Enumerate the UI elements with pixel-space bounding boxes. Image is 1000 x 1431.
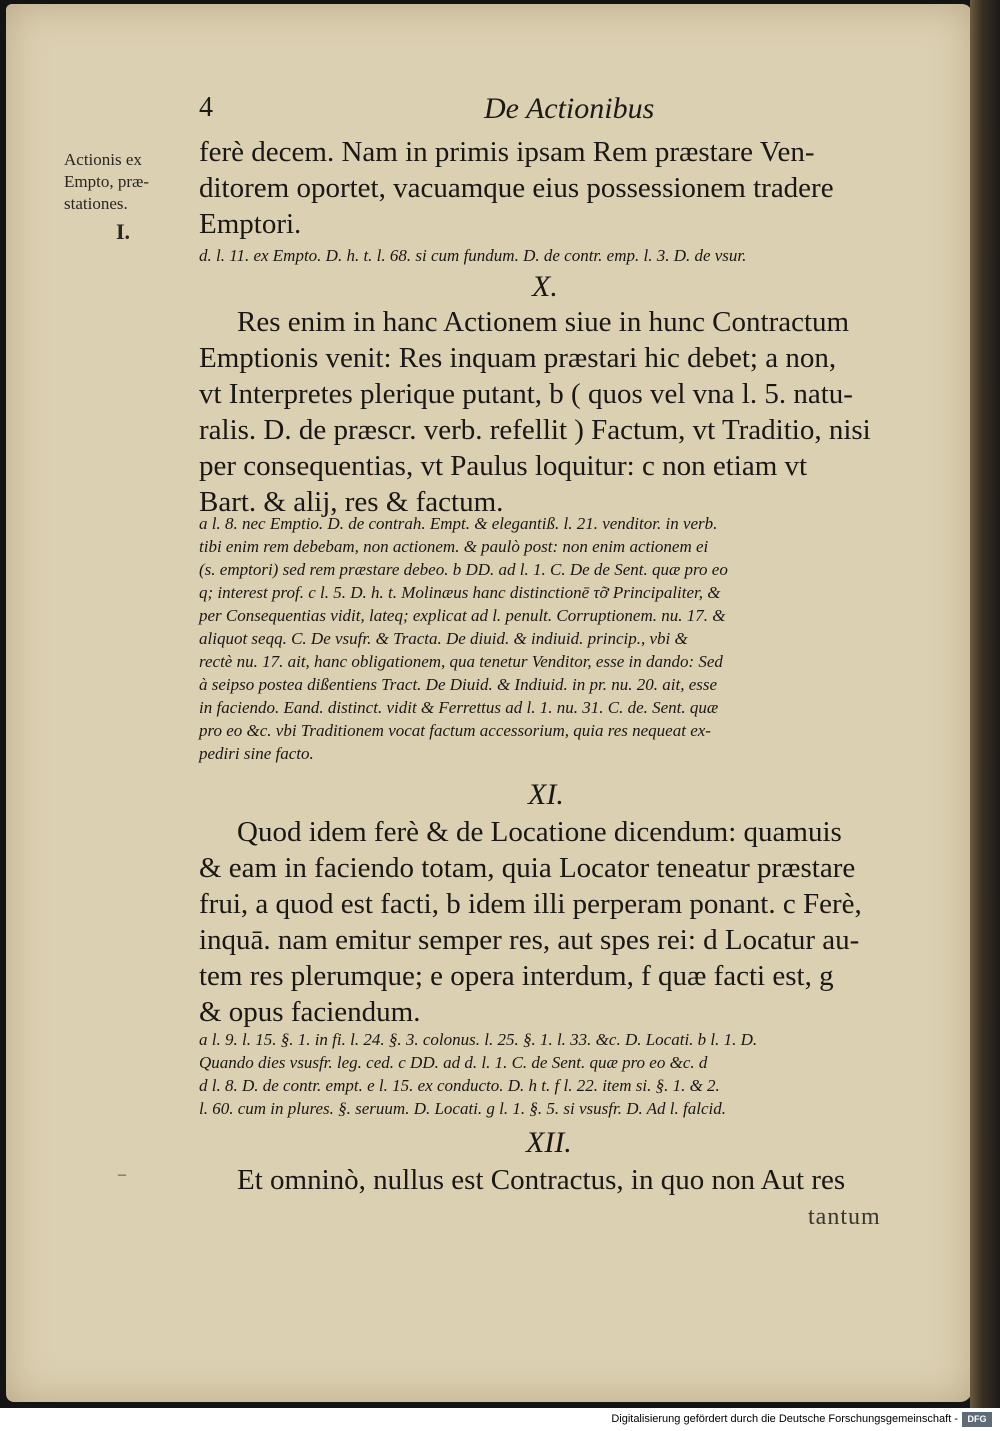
footnote-line: pro eo &c. vbi Traditionem vocat factum accessorium, quia res nequeat ex- (199, 721, 711, 740)
dfg-logo-icon: DFG (962, 1412, 992, 1427)
text-line: tem res plerumque; e opera interdum, f quæ facti est, g (199, 960, 834, 992)
footnote-line: per Consequentias vidit, lateq; explicat ad l. penult. Corruptionem. nu. 17. & (199, 606, 726, 625)
text-line: & eam in faciendo totam, quia Locator teneatur præstare (199, 852, 856, 884)
page-number: 4 (199, 92, 213, 123)
footnote-line: q; interest prof. c l. 5. D. h. t. Molinæus hanc distinctionē τỡ Principaliter, & (199, 583, 721, 602)
section-heading-xii: XII. (526, 1126, 572, 1159)
margin-note-line: Empto, præ- (64, 172, 149, 191)
text-line: Res enim in hanc Actionem siue in hunc Contractum (237, 306, 850, 338)
book-spine (970, 0, 1000, 1408)
text-line: Emptori. (199, 208, 302, 240)
margin-note-line: Actionis ex (64, 150, 142, 169)
book-page (6, 4, 972, 1402)
margin-note-number: I. (116, 219, 131, 244)
text-line: Bart. & alij, res & factum. (199, 486, 504, 518)
footnote-line: rectè nu. 17. ait, hanc obligationem, qua tenetur Venditor, esse in dando: Sed (199, 652, 723, 671)
text-line: ralis. D. de præscr. verb. refellit ) Factum, vt Traditio, nisi (199, 414, 871, 446)
text-line: inquā. nam emitur semper res, aut spes rei: d Locatur au- (199, 924, 860, 956)
text-line: Et omninò, nullus est Contractus, in quo non Aut res (237, 1164, 846, 1196)
text-line: vt Interpretes plerique putant, b ( quos vel vna l. 5. natu- (199, 378, 853, 410)
margin-note-line: stationes. (64, 194, 128, 213)
section-heading-x: X. (532, 270, 558, 303)
section-heading-xi: XI. (528, 778, 564, 811)
text-line: Quod idem ferè & de Locatione dicendum: quamuis (237, 816, 842, 848)
text-line: & opus faciendum. (199, 996, 421, 1028)
footnote-line: d l. 8. D. de contr. empt. e l. 15. ex conducto. D. h t. f l. 22. item si. §. 1. & 2. (199, 1076, 720, 1095)
footnote-line: pediri sine facto. (199, 744, 314, 763)
footnote-line: Quando dies vsusfr. leg. ced. c DD. ad d. l. 1. C. de Sent. quæ pro eo &c. d (199, 1053, 708, 1072)
footer-bar (0, 1410, 1000, 1431)
margin-note (64, 149, 194, 243)
catchword: tantum (808, 1204, 881, 1230)
text-line: ditorem oportet, vacuamque eius possessionem tradere (199, 172, 834, 204)
footnote-line: (s. emptori) sed rem præstare debeo. b DD. ad l. 1. C. De de Sent. quæ pro eo (199, 560, 728, 579)
footnote-line: in faciendo. Eand. distinct. vidit & Ferrettus ad l. 1. nu. 31. C. de. Sent. quæ (199, 698, 719, 717)
margin-dash: – (118, 1166, 126, 1183)
text-line: frui, a quod est facti, b idem illi perperam ponant. c Ferè, (199, 888, 862, 920)
text-line: per consequentias, vt Paulus loquitur: c non etiam vt (199, 450, 808, 482)
footnote-line: d. l. 11. ex Empto. D. h. t. l. 68. si cum fundum. D. de contr. emp. l. 3. D. de vsur. (199, 246, 747, 265)
text-line: ferè decem. Nam in primis ipsam Rem præstare Ven- (199, 136, 815, 168)
footnote-line: aliquot seqq. C. De vsufr. & Tracta. De diuid. & indiuid. princip., vbi & (199, 629, 688, 648)
footnote-line: tibi enim rem debebam, non actionem. & paulò post: non enim actionem ei (199, 537, 709, 556)
footnote-line: à seipso postea dißentiens Tract. De Diuid. & Indiuid. in pr. nu. 20. ait, esse (199, 675, 718, 694)
footnote-line: a l. 8. nec Emptio. D. de contrah. Empt. & elegantiß. l. 21. venditor. in verb. (199, 514, 718, 533)
footnote-line: l. 60. cum in plures. §. seruum. D. Locati. g l. 1. §. 5. si vsusfr. D. Ad l. falcid. (199, 1099, 726, 1118)
footnote-line: a l. 9. l. 15. §. 1. in fi. l. 24. §. 3. colonus. l. 25. §. 1. l. 33. &c. D. Locati. b l. 1. D. (199, 1030, 758, 1049)
footer-credit: Digitalisierung gefördert durch die Deutsche Forschungsgemeinschaft - (611, 1413, 958, 1425)
running-head: De Actionibus (484, 92, 655, 125)
text-line: Emptionis venit: Res inquam præstari hic debet; a non, (199, 342, 837, 374)
